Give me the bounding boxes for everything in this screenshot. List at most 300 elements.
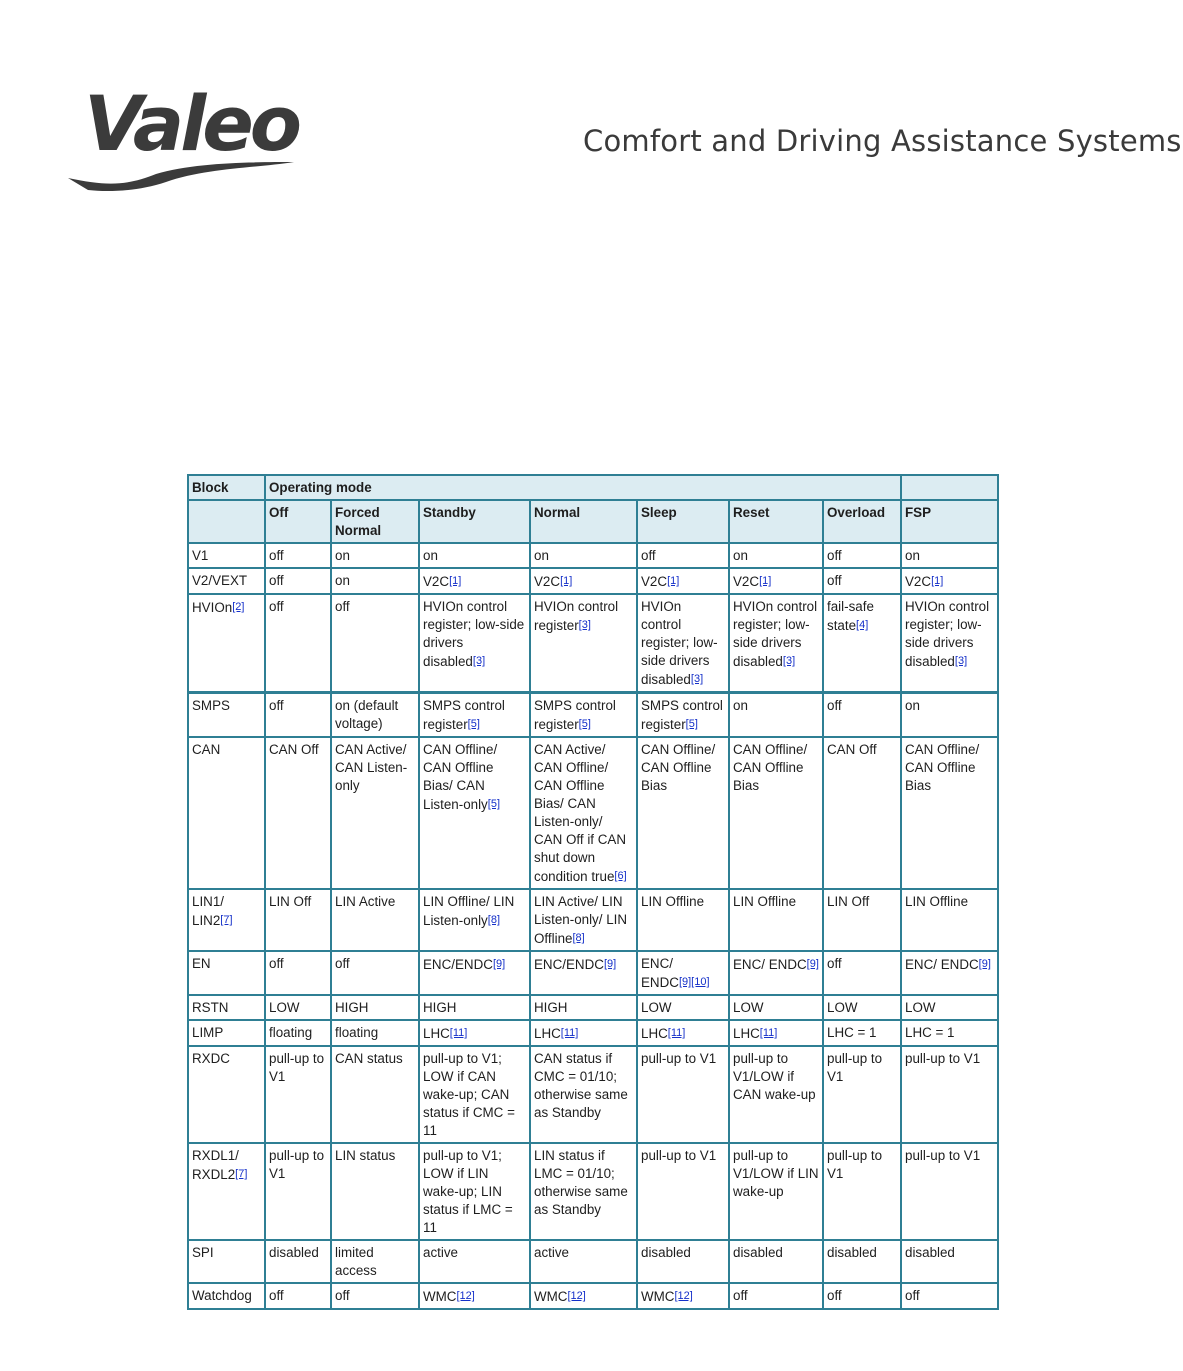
mode-cell-normal (530, 693, 637, 738)
cell-text: LIN status if LMC = 01/10; otherwise same as Standby (534, 1148, 628, 1217)
footnote-link[interactable]: [11] (759, 1027, 778, 1039)
mode-cell-off (265, 568, 331, 594)
mode-cell-standby (419, 889, 530, 951)
mode-cell-forced-normal (331, 1240, 419, 1283)
footnote-link[interactable]: [12] (567, 1290, 586, 1302)
mode-cell-standby (419, 1283, 530, 1309)
cell-text: ENC/ ENDC (641, 956, 679, 990)
cell-text: LHC = 1 (905, 1025, 955, 1040)
cell-text: off (827, 548, 842, 563)
block-cell (188, 995, 265, 1020)
cell-text: off (269, 698, 284, 713)
footnote-link[interactable]: [1] (667, 575, 680, 587)
cell-text: disabled (641, 1245, 691, 1260)
mode-cell-fsp (901, 737, 998, 889)
mode-header-reset: Reset (729, 500, 823, 543)
cell-text: on (423, 548, 438, 563)
footnote-link[interactable]: [2] (232, 601, 245, 613)
mode-cell-standby (419, 1046, 530, 1143)
cell-text: LIN Offline (733, 894, 797, 909)
table-row-en (188, 951, 998, 995)
mode-cell-forced-normal (331, 889, 419, 951)
cell-text: LHC = 1 (827, 1025, 877, 1040)
block-cell (188, 568, 265, 594)
cell-text: HVIOn control register; low-side drivers disabled (423, 599, 525, 669)
cell-text: LIN Offline (641, 894, 705, 909)
mode-cell-fsp (901, 543, 998, 568)
table-row-hvion (188, 594, 998, 693)
mode-cell-standby (419, 594, 530, 693)
mode-cell-sleep (637, 1283, 729, 1309)
cell-text: limited access (335, 1245, 377, 1278)
mode-cell-normal (530, 594, 637, 693)
mode-cell-forced-normal (331, 737, 419, 889)
mode-header-overload: Overload (823, 500, 901, 543)
mode-cell-forced-normal (331, 594, 419, 693)
valeo-logo (66, 79, 306, 196)
mode-cell-off (265, 1143, 331, 1240)
mode-cell-forced-normal (331, 1283, 419, 1309)
mode-cell-fsp (901, 1240, 998, 1283)
cell-text: pull-up to V1 (269, 1051, 325, 1084)
footnote-link[interactable]: [7] (220, 914, 233, 926)
mode-cell-normal (530, 1046, 637, 1143)
mode-cell-normal (530, 568, 637, 594)
cell-text: SPI (192, 1245, 214, 1260)
mode-cell-overload (823, 693, 901, 738)
mode-cell-normal (530, 1240, 637, 1283)
mode-cell-normal (530, 995, 637, 1020)
cell-text: pull-up to V1 (641, 1148, 717, 1163)
cell-text: Watchdog (192, 1288, 252, 1303)
cell-text: pull-up to V1; LOW if CAN wake-up; CAN status if CMC = 11 (423, 1051, 515, 1138)
cell-text: on (905, 698, 920, 713)
cell-text: RSTN (192, 1000, 229, 1015)
mode-cell-standby (419, 737, 530, 889)
mode-cell-standby (419, 951, 530, 995)
header-tagline: Comfort and Driving Assistance Systems (583, 124, 1182, 158)
block-cell (188, 1046, 265, 1143)
mode-cell-forced-normal (331, 693, 419, 738)
mode-cell-standby (419, 543, 530, 568)
mode-header-standby: Standby (419, 500, 530, 543)
footnote-link[interactable]: [6] (614, 870, 627, 882)
cell-text: V2C (641, 574, 668, 589)
mode-cell-reset (729, 889, 823, 951)
mode-cell-off (265, 1046, 331, 1143)
mode-cell-fsp (901, 1283, 998, 1309)
mode-cell-normal (530, 951, 637, 995)
cell-text: pull-up to V1 (827, 1051, 883, 1084)
cell-text: off (827, 1288, 842, 1303)
table-row-lin1-lin2 (188, 889, 998, 951)
cell-text: V2C (423, 574, 450, 589)
mode-cell-sleep (637, 889, 729, 951)
mode-cell-off (265, 1283, 331, 1309)
cell-text: off (641, 548, 656, 563)
mode-cell-reset (729, 737, 823, 889)
mode-cell-forced-normal (331, 568, 419, 594)
mode-header-fsp: FSP (901, 500, 998, 543)
mode-cell-sleep (637, 1143, 729, 1240)
cell-text: LOW (733, 1000, 764, 1015)
cell-text: ENC/ ENDC (733, 957, 807, 972)
cell-text: LIN Active (335, 894, 396, 909)
mode-cell-normal (530, 1283, 637, 1309)
cell-text: LIN status (335, 1148, 396, 1163)
mode-cell-overload (823, 995, 901, 1020)
footnote-link[interactable]: [11] (560, 1027, 579, 1039)
mode-cell-overload (823, 1283, 901, 1309)
cell-text: pull-up to V1 (905, 1051, 981, 1066)
cell-text: LHC (423, 1026, 450, 1041)
cell-text: fail-safe state (827, 599, 874, 633)
footnote-link[interactable]: [3] (782, 655, 796, 667)
footnote-link[interactable]: [11] (667, 1027, 686, 1039)
mode-cell-sleep (637, 568, 729, 594)
footnote-link[interactable]: [1] (931, 575, 944, 587)
block-cell (188, 1020, 265, 1046)
cell-text: HIGH (534, 1000, 568, 1015)
cell-text: CAN Offline/ CAN Offline Bias (905, 742, 980, 793)
cell-text: LIMP (192, 1025, 224, 1040)
mode-header-off: Off (265, 500, 331, 543)
mode-cell-forced-normal (331, 543, 419, 568)
cell-text: off (905, 1288, 920, 1303)
mode-header-normal: Normal (530, 500, 637, 543)
footnote-link[interactable]: [11] (449, 1027, 468, 1039)
mode-cell-reset (729, 1240, 823, 1283)
mode-cell-sleep (637, 1240, 729, 1283)
cell-text: SMPS control register (534, 698, 616, 732)
cell-text: HVIOn (192, 600, 233, 615)
operating-mode-table (187, 474, 999, 1310)
table-row-smps (188, 693, 998, 738)
mode-cell-sleep (637, 737, 729, 889)
table-row-v1 (188, 543, 998, 568)
footnote-link[interactable]: [12] (674, 1290, 693, 1302)
mode-cell-sleep (637, 693, 729, 738)
mode-cell-reset (729, 1020, 823, 1046)
operating-mode-header: Operating mode (265, 475, 901, 500)
mode-cell-overload (823, 594, 901, 693)
cell-text: LIN Off (827, 894, 870, 909)
mode-cell-fsp (901, 1143, 998, 1240)
mode-cell-fsp (901, 1020, 998, 1046)
footnote-link[interactable]: [3] (690, 673, 704, 685)
cell-text: SMPS control register (641, 698, 723, 732)
footnote-link[interactable]: [3] (954, 655, 968, 667)
mode-cell-reset (729, 951, 823, 995)
cell-text: HVIOn control register; low-side drivers disabled (905, 599, 990, 669)
mode-cell-overload (823, 568, 901, 594)
block-cell (188, 951, 265, 995)
mode-cell-sleep (637, 594, 729, 693)
cell-text: LOW (269, 1000, 300, 1015)
block-cell (188, 693, 265, 738)
cell-text: LOW (905, 1000, 936, 1015)
footnote-link[interactable]: [7] (235, 1168, 248, 1180)
cell-text: pull-up to V1 (827, 1148, 883, 1181)
footnote-link[interactable]: [1] (449, 575, 462, 587)
mode-cell-reset (729, 1283, 823, 1309)
mode-cell-fsp (901, 889, 998, 951)
mode-cell-sleep (637, 1020, 729, 1046)
cell-text: HIGH (423, 1000, 457, 1015)
block-cell (188, 1283, 265, 1309)
mode-cell-overload (823, 543, 901, 568)
mode-cell-off (265, 543, 331, 568)
mode-cell-overload (823, 1046, 901, 1143)
mode-cell-standby (419, 568, 530, 594)
cell-text: pull-up to V1 (641, 1051, 717, 1066)
block-cell (188, 1240, 265, 1283)
cell-text: off (335, 599, 350, 614)
cell-text: pull-up to V1 (269, 1148, 325, 1181)
footnote-link[interactable]: [4] (856, 619, 869, 631)
footnote-link[interactable]: [1] (759, 575, 772, 587)
mode-cell-overload (823, 1240, 901, 1283)
mode-cell-forced-normal (331, 1143, 419, 1240)
mode-cell-off (265, 594, 331, 693)
modes-corner (188, 500, 265, 543)
block-cell (188, 889, 265, 951)
table-row-watchdog (188, 1283, 998, 1309)
cell-text: off (269, 573, 284, 588)
cell-text: V2C (905, 574, 932, 589)
cell-text: LOW (641, 1000, 672, 1015)
footnote-link[interactable]: [9] (603, 958, 617, 970)
mode-cell-reset (729, 1046, 823, 1143)
table-row-rxdl1-rxdl2 (188, 1143, 998, 1240)
mode-cell-off (265, 693, 331, 738)
footnote-link[interactable]: [5] (467, 718, 480, 730)
mode-cell-reset (729, 693, 823, 738)
mode-cell-normal (530, 1020, 637, 1046)
logo-wordmark: Valeo (84, 79, 299, 168)
mode-cell-overload (823, 1143, 901, 1240)
mode-cell-sleep (637, 995, 729, 1020)
cell-text: disabled (733, 1245, 783, 1260)
cell-text: SMPS (192, 698, 230, 713)
cell-text: ENC/ENDC (534, 957, 604, 972)
mode-cell-off (265, 995, 331, 1020)
mode-cell-overload (823, 1020, 901, 1046)
mode-cell-fsp (901, 568, 998, 594)
cell-text: active (534, 1245, 569, 1260)
mode-cell-normal (530, 543, 637, 568)
cell-text: CAN Active/ CAN Offline/ CAN Offline Bias/ CAN Listen-only/ CAN Off if CAN shut down condition true (534, 742, 627, 884)
mode-header-forced-normal: Forced Normal (331, 500, 419, 543)
mode-cell-off (265, 737, 331, 889)
footnote-link[interactable]: [3] (472, 655, 486, 667)
mode-cell-forced-normal (331, 995, 419, 1020)
table-row-spi (188, 1240, 998, 1283)
mode-cell-off (265, 951, 331, 995)
mode-cell-standby (419, 1240, 530, 1283)
footnote-link[interactable]: [8] (487, 914, 500, 926)
cell-text: EN (192, 956, 211, 971)
cell-text: RXDC (192, 1051, 230, 1066)
block-cell (188, 594, 265, 693)
mode-cell-fsp (901, 1046, 998, 1143)
footnote-link[interactable]: [9] (978, 958, 991, 970)
block-cell (188, 737, 265, 889)
mode-cell-sleep (637, 1046, 729, 1143)
footnote-link[interactable]: [3] (578, 619, 591, 631)
cell-text: LHC (641, 1026, 668, 1041)
cell-text: CAN Off (269, 742, 319, 757)
cell-text: off (269, 1288, 284, 1303)
cell-text: on (733, 698, 748, 713)
footnote-link[interactable]: [9] (806, 958, 819, 970)
cell-text: disabled (905, 1245, 955, 1260)
block-cell (188, 1143, 265, 1240)
cell-text: floating (269, 1025, 313, 1040)
cell-text: on (335, 548, 350, 563)
cell-text: HVIOn control register (534, 599, 619, 633)
cell-text: CAN Off (827, 742, 877, 757)
cell-text: pull-up to V1; LOW if LIN wake-up; LIN status if LMC = 11 (423, 1148, 513, 1235)
cell-text: V2/VEXT (192, 573, 248, 588)
cell-text: CAN status (335, 1051, 403, 1066)
cell-text: disabled (269, 1245, 319, 1260)
mode-header-sleep: Sleep (637, 500, 729, 543)
mode-cell-off (265, 889, 331, 951)
footnote-link[interactable]: [5] (685, 718, 698, 730)
table-row-rstn (188, 995, 998, 1020)
footnote-link[interactable]: [12] (456, 1290, 475, 1302)
cell-text: LIN Offline/ LIN Listen-only (423, 894, 515, 928)
table-body (188, 543, 998, 1309)
cell-text: pull-up to V1/LOW if CAN wake-up (733, 1051, 816, 1102)
mode-cell-fsp (901, 995, 998, 1020)
cell-text: disabled (827, 1245, 877, 1260)
block-cell (188, 543, 265, 568)
cell-text: WMC (534, 1289, 568, 1304)
mode-cell-normal (530, 1143, 637, 1240)
cell-text: off (335, 1288, 350, 1303)
mode-cell-fsp (901, 594, 998, 693)
cell-text: V2C (733, 574, 760, 589)
mode-cell-forced-normal (331, 951, 419, 995)
block-header: Block (188, 475, 265, 500)
mode-cell-overload (823, 951, 901, 995)
logo-swoosh-icon (66, 144, 296, 194)
table-row-rxdc (188, 1046, 998, 1143)
cell-text: HVIOn control register; low-side drivers disabled (733, 599, 818, 669)
mode-cell-forced-normal (331, 1046, 419, 1143)
footnote-link[interactable]: [9] (492, 958, 506, 970)
footnote-link[interactable]: [9][10] (678, 976, 710, 988)
cell-text: on (733, 548, 748, 563)
cell-text: ENC/ENDC (423, 957, 493, 972)
mode-cell-overload (823, 737, 901, 889)
mode-cell-standby (419, 1020, 530, 1046)
mode-cell-sleep (637, 543, 729, 568)
cell-text: CAN Offline/ CAN Offline Bias/ CAN Listen-only (423, 742, 498, 812)
mode-cell-reset (729, 543, 823, 568)
cell-text: CAN status if CMC = 01/10; otherwise same as Standby (534, 1051, 628, 1120)
mode-cell-reset (729, 594, 823, 693)
mode-cell-normal (530, 889, 637, 951)
cell-text: off (335, 956, 350, 971)
cell-text: off (269, 599, 284, 614)
cell-text: WMC (423, 1289, 457, 1304)
cell-text: off (269, 548, 284, 563)
cell-text: WMC (641, 1289, 675, 1304)
table-row-v2-vext (188, 568, 998, 594)
cell-text: CAN Offline/ CAN Offline Bias (641, 742, 716, 793)
cell-text: on (335, 573, 350, 588)
mode-cell-sleep (637, 951, 729, 995)
mode-cell-reset (729, 1143, 823, 1240)
mode-cell-reset (729, 568, 823, 594)
cell-text: pull-up to V1/LOW if LIN wake-up (733, 1148, 819, 1199)
cell-text: CAN Offline/ CAN Offline Bias (733, 742, 808, 793)
footnote-link[interactable]: [8] (572, 932, 585, 944)
cell-text: off (827, 956, 842, 971)
operating-mode-table-container (187, 474, 997, 1310)
modes-header-row (188, 500, 998, 543)
mode-cell-fsp (901, 693, 998, 738)
mode-cell-standby (419, 1143, 530, 1240)
mode-cell-off (265, 1240, 331, 1283)
mode-cell-overload (823, 889, 901, 951)
cell-text: CAN (192, 742, 221, 757)
footnote-link[interactable]: [1] (560, 575, 573, 587)
footnote-link[interactable]: [5] (487, 798, 500, 810)
cell-text: CAN Active/ CAN Listen-only (335, 742, 408, 793)
header-spacer (901, 475, 998, 500)
cell-text: HVIOn control register; low-side drivers disabled (641, 599, 718, 687)
cell-text: off (733, 1288, 748, 1303)
mode-cell-normal (530, 737, 637, 889)
cell-text: on (905, 548, 920, 563)
cell-text: LIN Offline (905, 894, 969, 909)
cell-text: LIN1/ LIN2 (192, 894, 225, 928)
cell-text: V1 (192, 548, 209, 563)
table-header-row (188, 475, 998, 500)
footnote-link[interactable]: [5] (578, 718, 591, 730)
cell-text: pull-up to V1 (905, 1148, 981, 1163)
cell-text: off (269, 956, 284, 971)
mode-cell-standby (419, 693, 530, 738)
mode-cell-off (265, 1020, 331, 1046)
cell-text: LIN Active/ LIN Listen-only/ LIN Offline (534, 894, 628, 946)
cell-text: on (534, 548, 549, 563)
cell-text: active (423, 1245, 458, 1260)
cell-text: ENC/ ENDC (905, 957, 979, 972)
mode-cell-reset (729, 995, 823, 1020)
cell-text: V2C (534, 574, 561, 589)
cell-text: LIN Off (269, 894, 312, 909)
cell-text: LHC (534, 1026, 561, 1041)
cell-text: LOW (827, 1000, 858, 1015)
cell-text: LHC (733, 1026, 760, 1041)
cell-text: off (827, 698, 842, 713)
cell-text: HIGH (335, 1000, 369, 1015)
cell-text: SMPS control register (423, 698, 505, 732)
cell-text: off (827, 573, 842, 588)
table-row-can (188, 737, 998, 889)
mode-cell-standby (419, 995, 530, 1020)
mode-cell-forced-normal (331, 1020, 419, 1046)
cell-text: on (default voltage) (335, 698, 399, 731)
cell-text: floating (335, 1025, 379, 1040)
mode-cell-fsp (901, 951, 998, 995)
table-row-limp (188, 1020, 998, 1046)
